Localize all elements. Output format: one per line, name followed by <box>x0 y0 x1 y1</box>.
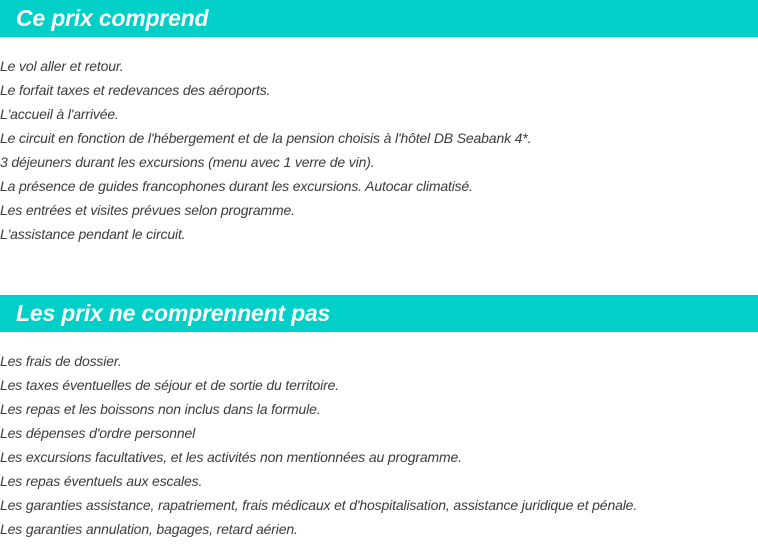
list-item: Le circuit en fonction de l'hébergement et de la pension choisis à l'hôtel DB Seabank 4*. <box>0 130 532 146</box>
list-item: Les excursions facultatives, et les activités non mentionnées au programme. <box>0 449 462 465</box>
list-item: Les taxes éventuelles de séjour et de sortie du territoire. <box>0 377 340 393</box>
list-item: Les dépenses d'ordre personnel <box>0 425 196 441</box>
excludes-list <box>0 349 637 541</box>
list-item: Les repas et les boissons non inclus dans la formule. <box>0 401 321 417</box>
list-item: Les garanties annulation, bagages, retard aérien. <box>0 521 298 537</box>
list-item: Le vol aller et retour. <box>0 58 124 74</box>
includes-section-title: Ce prix comprend <box>0 0 758 37</box>
list-item: Les garanties assistance, rapatriement, frais médicaux et d'hospitalisation, assistance juridique et pénale. <box>0 497 638 513</box>
list-item: L'assistance pendant le circuit. <box>0 226 186 242</box>
list-item: La présence de guides francophones durant les excursions. Autocar climatisé. <box>0 178 473 194</box>
list-item: Les entrées et visites prévues selon programme. <box>0 202 295 218</box>
list-item: Le forfait taxes et redevances des aéroports. <box>0 82 271 98</box>
list-item: L'accueil à l'arrivée. <box>0 106 119 122</box>
includes-list <box>0 54 531 246</box>
list-item: Les frais de dossier. <box>0 353 122 369</box>
list-item: Les repas éventuels aux escales. <box>0 473 203 489</box>
list-item: 3 déjeuners durant les excursions (menu avec 1 verre de vin). <box>0 154 375 170</box>
excludes-section-title: Les prix ne comprennent pas <box>0 295 758 332</box>
